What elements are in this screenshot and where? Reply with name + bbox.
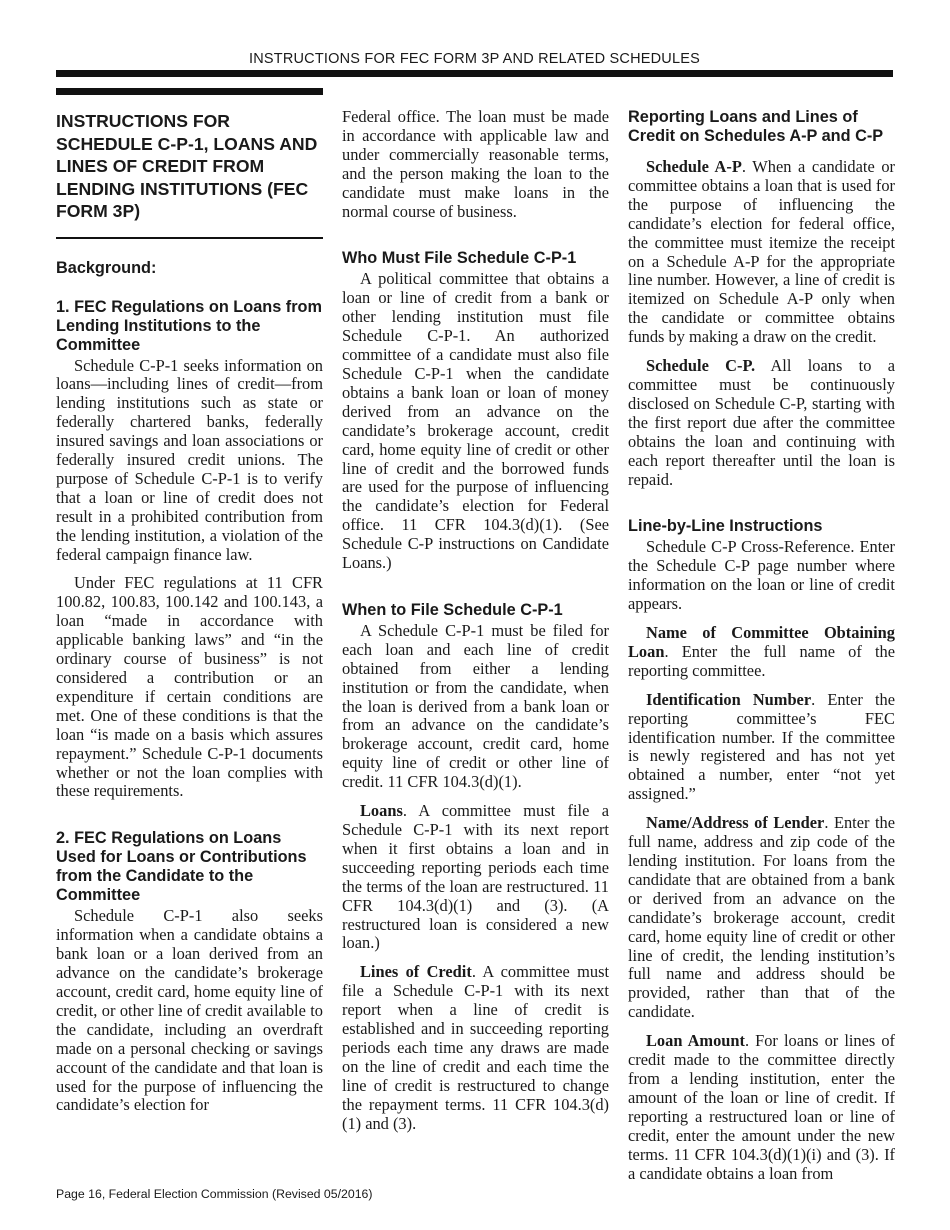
paragraph: Under FEC regulations at 11 CFR 100.82, 100.83, 100.142 and 100.143, a loan “made in accordance with applicable banking laws” and “in the ordinary course of business” is not considered a contribution or an expenditure if certain conditions are met. One of these conditions is that the loan “is made on a basis which assures repayment.” Schedule C-P-1 documents whether or not the loan complies with these requirements. [56, 573, 323, 801]
paragraph: Identification Number. Enter the reporting committee’s FEC identification number. If the committee is newly registered and has not yet obtained a number, enter “not yet assigned.” [628, 689, 895, 804]
run-in-label: Identification Number [646, 689, 812, 709]
paragraph: Loan Amount. For loans or lines of credit made to the committee directly from a lending institution, enter the amount of the loan or line of credit. If reporting a restructured loan or line of credit, enter the amount under the new terms. 11 CFR 104.3(d)(1)(i) and (3). If a candidate obtains a loan from [628, 1031, 895, 1183]
paragraph: A political committee that obtains a loan or line of credit from a bank or other lending institution must file Schedule C-P-1. An authorized committee of a candidate must also file Schedule C-P-1 when the candidate obtains a bank loan or loan of money derived from an advance on the candidate’s brokerage account, credit card, home equity line of credit or other line of credit and the borrowed funds are used for the purpose of influencing the candidate’s election for Federal office. 11 CFR 104.3(d)(1). (See Schedule C-P instructions on Candidate Loans.) [342, 269, 609, 573]
line-by-line-heading: Line-by-Line Instructions [628, 517, 823, 536]
column-1 [56, 88, 323, 1125]
running-header: INSTRUCTIONS FOR FEC FORM 3P AND RELATED SCHEDULES [249, 51, 700, 67]
title-divider [56, 237, 323, 239]
paragraph: Loans. A committee must file a Schedule C-P-1 with its next report when it first obtains a loan and in succeeding reporting periods each time the terms of the loan are restructured. 11 CFR 104.3(d)(1) and (3). (A restructured loan is considered a new loan.) [342, 801, 609, 953]
paragraph: Name/Address of Lender. Enter the full name, address and zip code of the lending institution. For loans from the candidate that are obtained from a bank or derived from an advance on the candidate’s brokerage account, credit card, home equity line of credit or other line of credit, the lending institution’s full name and address should be provided, rather than that of the candidate. [628, 813, 895, 1022]
who-heading: Who Must File Schedule C-P-1 [342, 249, 577, 268]
header-rule [56, 70, 893, 77]
background-heading: Background: [56, 258, 157, 277]
paragraph: Schedule C-P. All loans to a committee must be continuously disclosed on Schedule C-P, starting with the first report due after the committee obtains the loan and continuing with each report thereafter until the loan is repaid. [628, 356, 895, 489]
sec1-heading: 1. FEC Regulations on Loans from Lending Institutions to the Committee [56, 297, 322, 354]
when-heading: When to File Schedule C-P-1 [342, 600, 563, 619]
sec2-heading: 2. FEC Regulations on Loans Used for Loans or Contributions from the Candidate to the Committee [56, 829, 307, 905]
run-in-label: Schedule A-P [646, 157, 742, 176]
run-in-label: Loan Amount [646, 1031, 745, 1051]
paragraph: Schedule C-P-1 also seeks information when a candidate obtains a bank loan or a loan derived from an advance on the candidate’s brokerage account, credit card, home equity line of credit, or other line of credit available to the candidate, including an overdraft made on a personal checking or savings account of the candidate and that loan is used for the purpose of influencing the candidate’s election for [56, 906, 323, 1115]
paragraph: Schedule C-P-1 seeks information on loans—including lines of credit—from lending institutions such as state or federally chartered banks, federally insured savings and loan associations or federally insured credit unions. The purpose of Schedule C-P-1 is to verify that a loan or line of credit does not result in a prohibited contribution from the lending institution, a violation of the federal campaign finance law. [56, 355, 323, 564]
column-2 [342, 108, 609, 1144]
paragraph: Federal office. The loan must be made in accordance with applicable law and under commercially reasonable terms, and the person making the loan to the candidate must make loans in the normal course of business. [342, 107, 609, 221]
paragraph: Schedule A-P. When a candidate or committee obtains a loan that is used for the purpose of influencing the candidate’s election for federal office, the committee must itemize the receipt on a Schedule A-P for the appropriate line number. However, a line of credit is itemized on Schedule A-P only when the candidate or committee obtains funds by making a draw on the credit. [628, 157, 895, 347]
run-in-label: Schedule C-P. [646, 356, 756, 376]
column-3 [628, 108, 895, 1193]
reporting-heading: Reporting Loans and Lines of Credit on Schedules A-P and C-P [628, 108, 884, 145]
paragraph: Name of Committee Obtaining Loan. Enter the full name of the reporting committee. [628, 623, 895, 680]
paragraph: A Schedule C-P-1 must be filed for each loan and each line of credit obtained from either a lending institution or from the candidate, when the loan is derived from a bank loan or from an advance on the candidate’s brokerage account, credit card, home equity line of credit or other line of credit. 11 CFR 104.3(d)(1). [342, 620, 609, 792]
paragraph: Schedule C-P Cross-Reference. Enter the Schedule C-P page number where information on the loan or line of credit appears. [628, 537, 895, 614]
title-bar [56, 88, 323, 95]
run-in-label: Name/Address of Lender [646, 813, 825, 833]
paragraph: Lines of Credit. A committee must file a Schedule C-P-1 with its next report when a line of credit is established and in succeeding reporting periods each time any draws are made on the line of credit and each time the line of credit is restructured to change the repayment terms. 11 CFR 104.3(d)(1) and (3). [342, 962, 609, 1133]
section-title: INSTRUCTIONS FOR SCHEDULE C-P-1, LOANS AND LINES OF CREDIT FROM LENDING INSTITUTIONS (FEC FORM 3P) [56, 111, 318, 221]
page-footer: Page 16, Federal Election Commission (Revised 05/2016) [56, 1187, 373, 1201]
run-in-label: Name of Committee Obtaining Loan [628, 623, 895, 661]
run-in-label: Loans [360, 801, 403, 821]
run-in-label: Lines of Credit [360, 962, 472, 982]
